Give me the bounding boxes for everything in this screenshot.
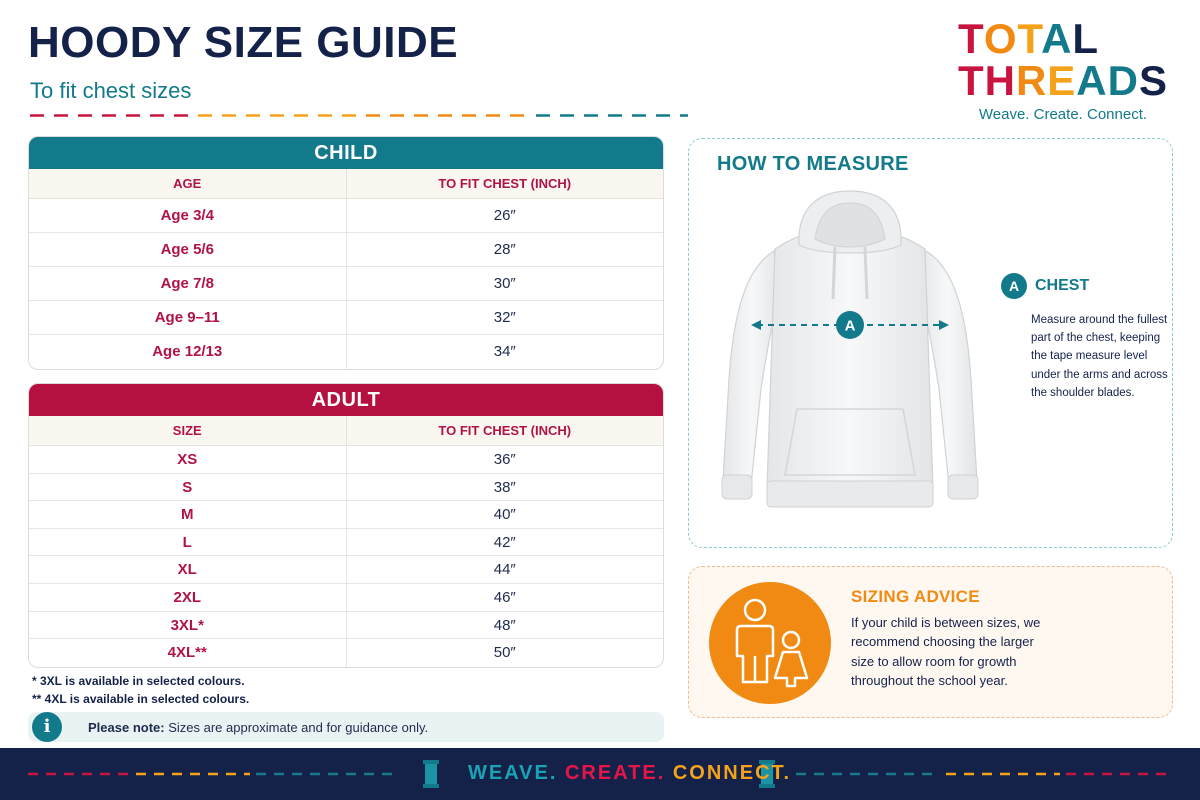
adult-table-body: [29, 446, 663, 667]
chest-size-cell: 48″: [493, 616, 516, 634]
table-row: [29, 301, 663, 335]
chest-size-cell: 30″: [493, 275, 516, 292]
logo-tagline: Weave. Create. Connect.: [978, 106, 1148, 123]
chest-size-cell: 28″: [493, 241, 516, 258]
sizing-advice-title: SIZING ADVICE: [851, 587, 980, 606]
chest-size-cell: 32″: [493, 309, 516, 326]
note-text: [88, 720, 428, 735]
guidance-note: [28, 712, 664, 742]
brand-logo: [957, 15, 1168, 123]
chest-description: Measure around the fullest part of the chest, keeping the tape measure level under the arms and across the shoulder blades.: [1031, 314, 1168, 399]
table-row: [29, 474, 663, 502]
chest-size-cell: 36″: [493, 451, 516, 468]
age-size-cell: Age 3/4: [29, 199, 347, 232]
sizing-advice-text: If your child is between sizes, we recommend choosing the larger size to allow room for growth throughout the school year.: [851, 615, 1041, 689]
column-header-chest: TO FIT CHEST (INCH): [438, 423, 572, 438]
adult-size-cell: 4XL**: [29, 639, 347, 667]
chest-label: CHEST: [1035, 277, 1090, 294]
child-table-body: [29, 199, 663, 369]
adult-size-cell: XL: [29, 556, 347, 583]
parent-child-icon: [709, 582, 831, 704]
child-table-title: CHILD: [29, 137, 663, 169]
chest-size-cell: 34″: [493, 343, 516, 360]
adult-size-cell: 3XL*: [29, 612, 347, 639]
chest-size-cell: 42″: [493, 533, 516, 551]
page-subtitle: To fit chest sizes: [30, 78, 192, 103]
column-header-age: AGE: [29, 169, 347, 198]
table-row: [29, 199, 663, 233]
adult-size-cell: L: [29, 529, 347, 556]
hoodie-illustration: [719, 189, 981, 519]
table-row: [29, 335, 663, 369]
page-title: HOODY SIZE GUIDE: [28, 18, 459, 67]
decorative-dashed-line: [30, 114, 688, 117]
table-row: [29, 556, 663, 584]
footnote-4xl: ** 4XL is available in selected colours.: [32, 692, 250, 706]
info-icon: i: [32, 712, 62, 742]
footer-slogan: [468, 762, 791, 785]
chest-size-cell: 44″: [493, 561, 516, 579]
chest-size-cell: 26″: [493, 207, 516, 224]
adult-table-column-headers: [29, 416, 663, 446]
thread-spool-icon: [423, 760, 439, 788]
sizing-advice-panel: [688, 566, 1173, 718]
note-body: Sizes are approximate and for guidance only.: [164, 719, 429, 735]
adult-size-cell: 2XL: [29, 584, 347, 611]
child-table-column-headers: [29, 169, 663, 199]
adult-size-cell: S: [29, 474, 347, 501]
table-row: [29, 233, 663, 267]
child-size-table: [28, 136, 664, 370]
footnote-3xl: * 3XL is available in selected colours.: [32, 674, 245, 688]
chest-measure-label: [1001, 273, 1089, 299]
chest-size-cell: 46″: [493, 588, 516, 606]
footer-word-create: CREATE.: [564, 762, 666, 784]
svg-text:A: A: [844, 317, 856, 335]
adult-size-table: [28, 383, 664, 668]
how-to-measure-title: HOW TO MEASURE: [717, 153, 909, 175]
footer-word-weave: WEAVE.: [468, 762, 558, 784]
table-row: [29, 639, 663, 667]
chest-size-cell: 50″: [493, 644, 516, 662]
chest-size-cell: 40″: [493, 506, 516, 524]
column-header-size: SIZE: [29, 416, 347, 445]
table-row: [29, 612, 663, 640]
logo-line-2: THREADS: [957, 57, 1168, 104]
age-size-cell: Age 9–11: [29, 301, 347, 334]
age-size-cell: Age 12/13: [29, 335, 347, 369]
adult-size-cell: M: [29, 501, 347, 528]
table-row: [29, 446, 663, 474]
note-label: Please note:: [88, 719, 165, 735]
chest-size-cell: 38″: [493, 478, 516, 496]
measure-point-badge: A: [1001, 273, 1027, 299]
table-row: [29, 584, 663, 612]
age-size-cell: Age 5/6: [29, 233, 347, 266]
table-row: [29, 529, 663, 557]
footer-word-connect: CONNECT.: [672, 762, 792, 784]
age-size-cell: Age 7/8: [29, 267, 347, 300]
table-row: [29, 267, 663, 301]
how-to-measure-panel: [688, 138, 1173, 548]
footer-banner: [0, 748, 1200, 800]
column-header-chest: TO FIT CHEST (INCH): [438, 176, 572, 191]
logo-line-1: TOTAL: [957, 15, 1100, 62]
table-row: [29, 501, 663, 529]
adult-size-cell: XS: [29, 446, 347, 473]
adult-table-title: ADULT: [29, 384, 663, 416]
